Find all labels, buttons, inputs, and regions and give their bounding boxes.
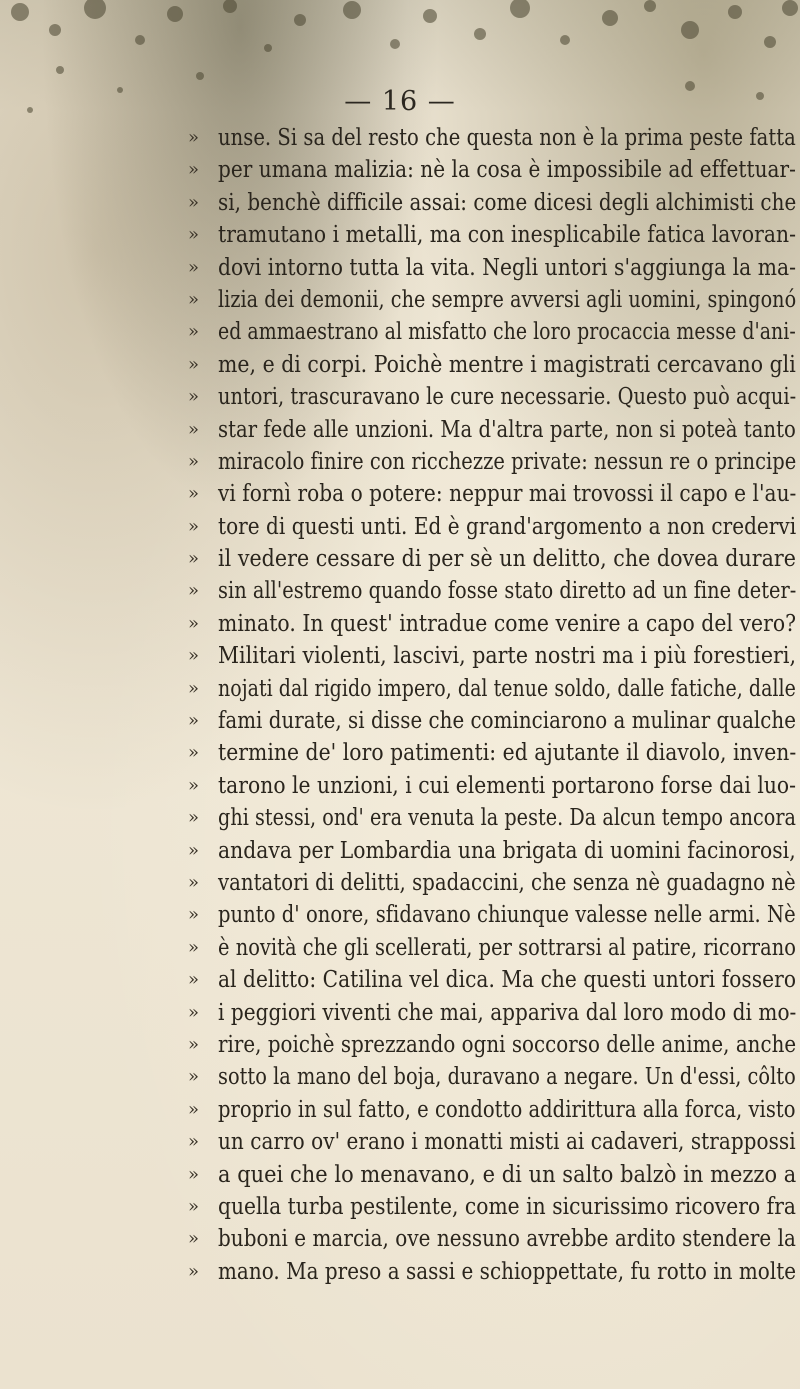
text-line bbox=[188, 1191, 798, 1223]
text-line bbox=[188, 219, 798, 251]
text-line bbox=[188, 349, 798, 381]
text-line bbox=[188, 575, 798, 607]
line-text: star fede alle unzioni. Ma d'altra parte, non si poteà tanto bbox=[218, 415, 796, 443]
quote-mark: » bbox=[188, 159, 200, 181]
text-line bbox=[188, 1029, 798, 1061]
quote-mark: » bbox=[188, 969, 200, 991]
text-line bbox=[188, 122, 798, 154]
line-text: un carro ov' erano i monatti misti ai cadaveri, strappossi bbox=[218, 1128, 796, 1156]
line-text: lizia dei demonii, che sempre avversi agli uomini, spingonó bbox=[218, 285, 797, 313]
line-text: vi fornì roba o potere: neppur mai trovossi il capo e l'au- bbox=[218, 480, 797, 508]
line-text: buboni e marcia, ove nessuno avrebbe ardito stendere la bbox=[218, 1225, 796, 1253]
text-line bbox=[188, 673, 798, 705]
line-text: mano. Ma preso a sassi e schioppettate, fu rotto in molte bbox=[218, 1257, 797, 1285]
text-line bbox=[188, 284, 798, 316]
quote-mark: » bbox=[188, 1001, 200, 1023]
quote-mark: » bbox=[188, 1228, 200, 1250]
quote-mark: » bbox=[188, 1098, 200, 1120]
quote-mark: » bbox=[188, 710, 200, 732]
quote-mark: » bbox=[188, 353, 200, 375]
line-text: fami durate, si disse che cominciarono a mulinar qualche bbox=[218, 707, 796, 735]
line-text: ed ammaestrano al misfatto che loro procaccia messe d'ani- bbox=[218, 318, 796, 346]
quote-mark: » bbox=[188, 774, 200, 796]
quote-mark: » bbox=[188, 677, 200, 699]
quote-mark: » bbox=[188, 904, 200, 926]
quote-mark: » bbox=[188, 612, 200, 634]
text-line bbox=[188, 511, 798, 543]
text-line bbox=[188, 705, 798, 737]
quote-mark: » bbox=[188, 580, 200, 602]
quote-mark: » bbox=[188, 1066, 200, 1088]
line-text: sotto la mano del boja, duravano a negare. Un d'essi, côlto bbox=[218, 1063, 796, 1091]
quote-mark: » bbox=[188, 871, 200, 893]
quote-mark: » bbox=[188, 839, 200, 861]
quote-mark: » bbox=[188, 127, 200, 148]
text-line bbox=[188, 608, 798, 640]
line-text: il vedere cessare di per sè un delitto, che dovea durare bbox=[218, 545, 797, 573]
text-line bbox=[188, 1256, 798, 1288]
text-line bbox=[188, 932, 798, 964]
quote-mark: » bbox=[188, 386, 200, 408]
line-text: nojati dal rigido impero, dal tenue soldo, dalle fatiche, dalle bbox=[218, 674, 796, 702]
quote-mark: » bbox=[188, 1131, 200, 1153]
quote-mark: » bbox=[188, 807, 200, 829]
line-text: i peggiori viventi che mai, appariva dal loro modo di mo- bbox=[218, 998, 797, 1026]
line-text: è novità che gli scellerati, per sottrarsi al patire, ricorrano bbox=[218, 933, 796, 961]
line-text: dovi intorno tutta la vita. Negli untori s'aggiunga la ma- bbox=[218, 253, 797, 281]
line-text: unse. Si sa del resto che questa non è la prima peste fatta bbox=[218, 124, 796, 151]
text-block bbox=[188, 122, 798, 1288]
quote-mark: » bbox=[188, 191, 200, 213]
line-text: proprio in sul fatto, e condotto addirittura alla forca, visto bbox=[218, 1095, 796, 1123]
text-line bbox=[188, 446, 798, 478]
line-text: sin all'estremo quando fosse stato diretto ad un fine deter- bbox=[218, 577, 797, 605]
quote-mark: » bbox=[188, 1033, 200, 1055]
line-text: quella turba pestilente, come in sicurissimo ricovero fra bbox=[218, 1192, 797, 1220]
text-line bbox=[188, 640, 798, 672]
text-line bbox=[188, 154, 798, 186]
line-text: termine de' loro patimenti: ed ajutante il diavolo, inven- bbox=[218, 739, 797, 767]
line-text: tore di questi unti. Ed è grand'argomento a non credervi bbox=[218, 512, 797, 540]
quote-mark: » bbox=[188, 321, 200, 343]
text-line bbox=[188, 1159, 798, 1191]
text-line bbox=[188, 478, 798, 510]
line-text: ghi stessi, ond' era venuta la peste. Da alcun tempo ancora bbox=[218, 804, 797, 832]
text-line bbox=[188, 867, 798, 899]
text-line bbox=[188, 1061, 798, 1093]
text-line bbox=[188, 964, 798, 996]
line-text: Militari violenti, lascivi, parte nostri ma i più forestieri, bbox=[218, 642, 797, 670]
text-line bbox=[188, 1223, 798, 1255]
text-line bbox=[188, 543, 798, 575]
line-text: me, e di corpi. Poichè mentre i magistrati cercavano gli bbox=[218, 350, 796, 378]
page-number: — 16 — bbox=[344, 86, 456, 117]
text-line bbox=[188, 770, 798, 802]
text-line bbox=[188, 414, 798, 446]
line-text: punto d' onore, sfidavano chiunque valesse nelle armi. Nè bbox=[218, 901, 796, 929]
quote-mark: » bbox=[188, 418, 200, 440]
quote-mark: » bbox=[188, 548, 200, 570]
quote-mark: » bbox=[188, 515, 200, 537]
text-line bbox=[188, 316, 798, 348]
text-line bbox=[188, 381, 798, 413]
quote-mark: » bbox=[188, 936, 200, 958]
quote-mark: » bbox=[188, 645, 200, 667]
quote-mark: » bbox=[188, 1195, 200, 1217]
quote-mark: » bbox=[188, 742, 200, 764]
line-text: a quei che lo menavano, e di un salto balzò in mezzo a bbox=[218, 1160, 797, 1188]
text-line bbox=[188, 997, 798, 1029]
quote-mark: » bbox=[188, 288, 200, 310]
text-line bbox=[188, 187, 798, 219]
quote-mark: » bbox=[188, 1163, 200, 1185]
line-text: rire, poichè sprezzando ogni soccorso delle anime, anche bbox=[218, 1030, 797, 1058]
line-text: si, benchè difficile assai: come dicesi degli alchimisti che bbox=[218, 188, 797, 216]
line-text: al delitto: Catilina vel dica. Ma che questi untori fossero bbox=[218, 966, 797, 994]
quote-mark: » bbox=[188, 256, 200, 278]
line-text: miracolo finire con ricchezze private: nessun re o principe bbox=[218, 447, 797, 475]
quote-mark: » bbox=[188, 483, 200, 505]
line-text: untori, trascuravano le cure necessarie. Questo può acqui- bbox=[218, 383, 797, 411]
quote-mark: » bbox=[188, 224, 200, 246]
quote-mark: » bbox=[188, 1260, 200, 1282]
text-line bbox=[188, 802, 798, 834]
line-text: minato. In quest' intradue come venire a capo del vero? bbox=[218, 609, 797, 637]
text-line bbox=[188, 737, 798, 769]
line-text: vantatori di delitti, spadaccini, che senza nè guadagno nè bbox=[218, 868, 796, 896]
quote-mark: » bbox=[188, 450, 200, 472]
text-line bbox=[188, 1126, 798, 1158]
text-line bbox=[188, 835, 798, 867]
text-line bbox=[188, 1094, 798, 1126]
line-text: tarono le unzioni, i cui elementi portarono forse dai luo- bbox=[218, 771, 797, 799]
text-line bbox=[188, 252, 798, 284]
line-text: per umana malizia: nè la cosa è impossibile ad effettuar- bbox=[218, 156, 796, 184]
text-line bbox=[188, 899, 798, 931]
line-text: andava per Lombardia una brigata di uomini facinorosi, bbox=[218, 836, 796, 864]
line-text: tramutano i metalli, ma con inesplicabile fatica lavoran- bbox=[218, 221, 796, 249]
